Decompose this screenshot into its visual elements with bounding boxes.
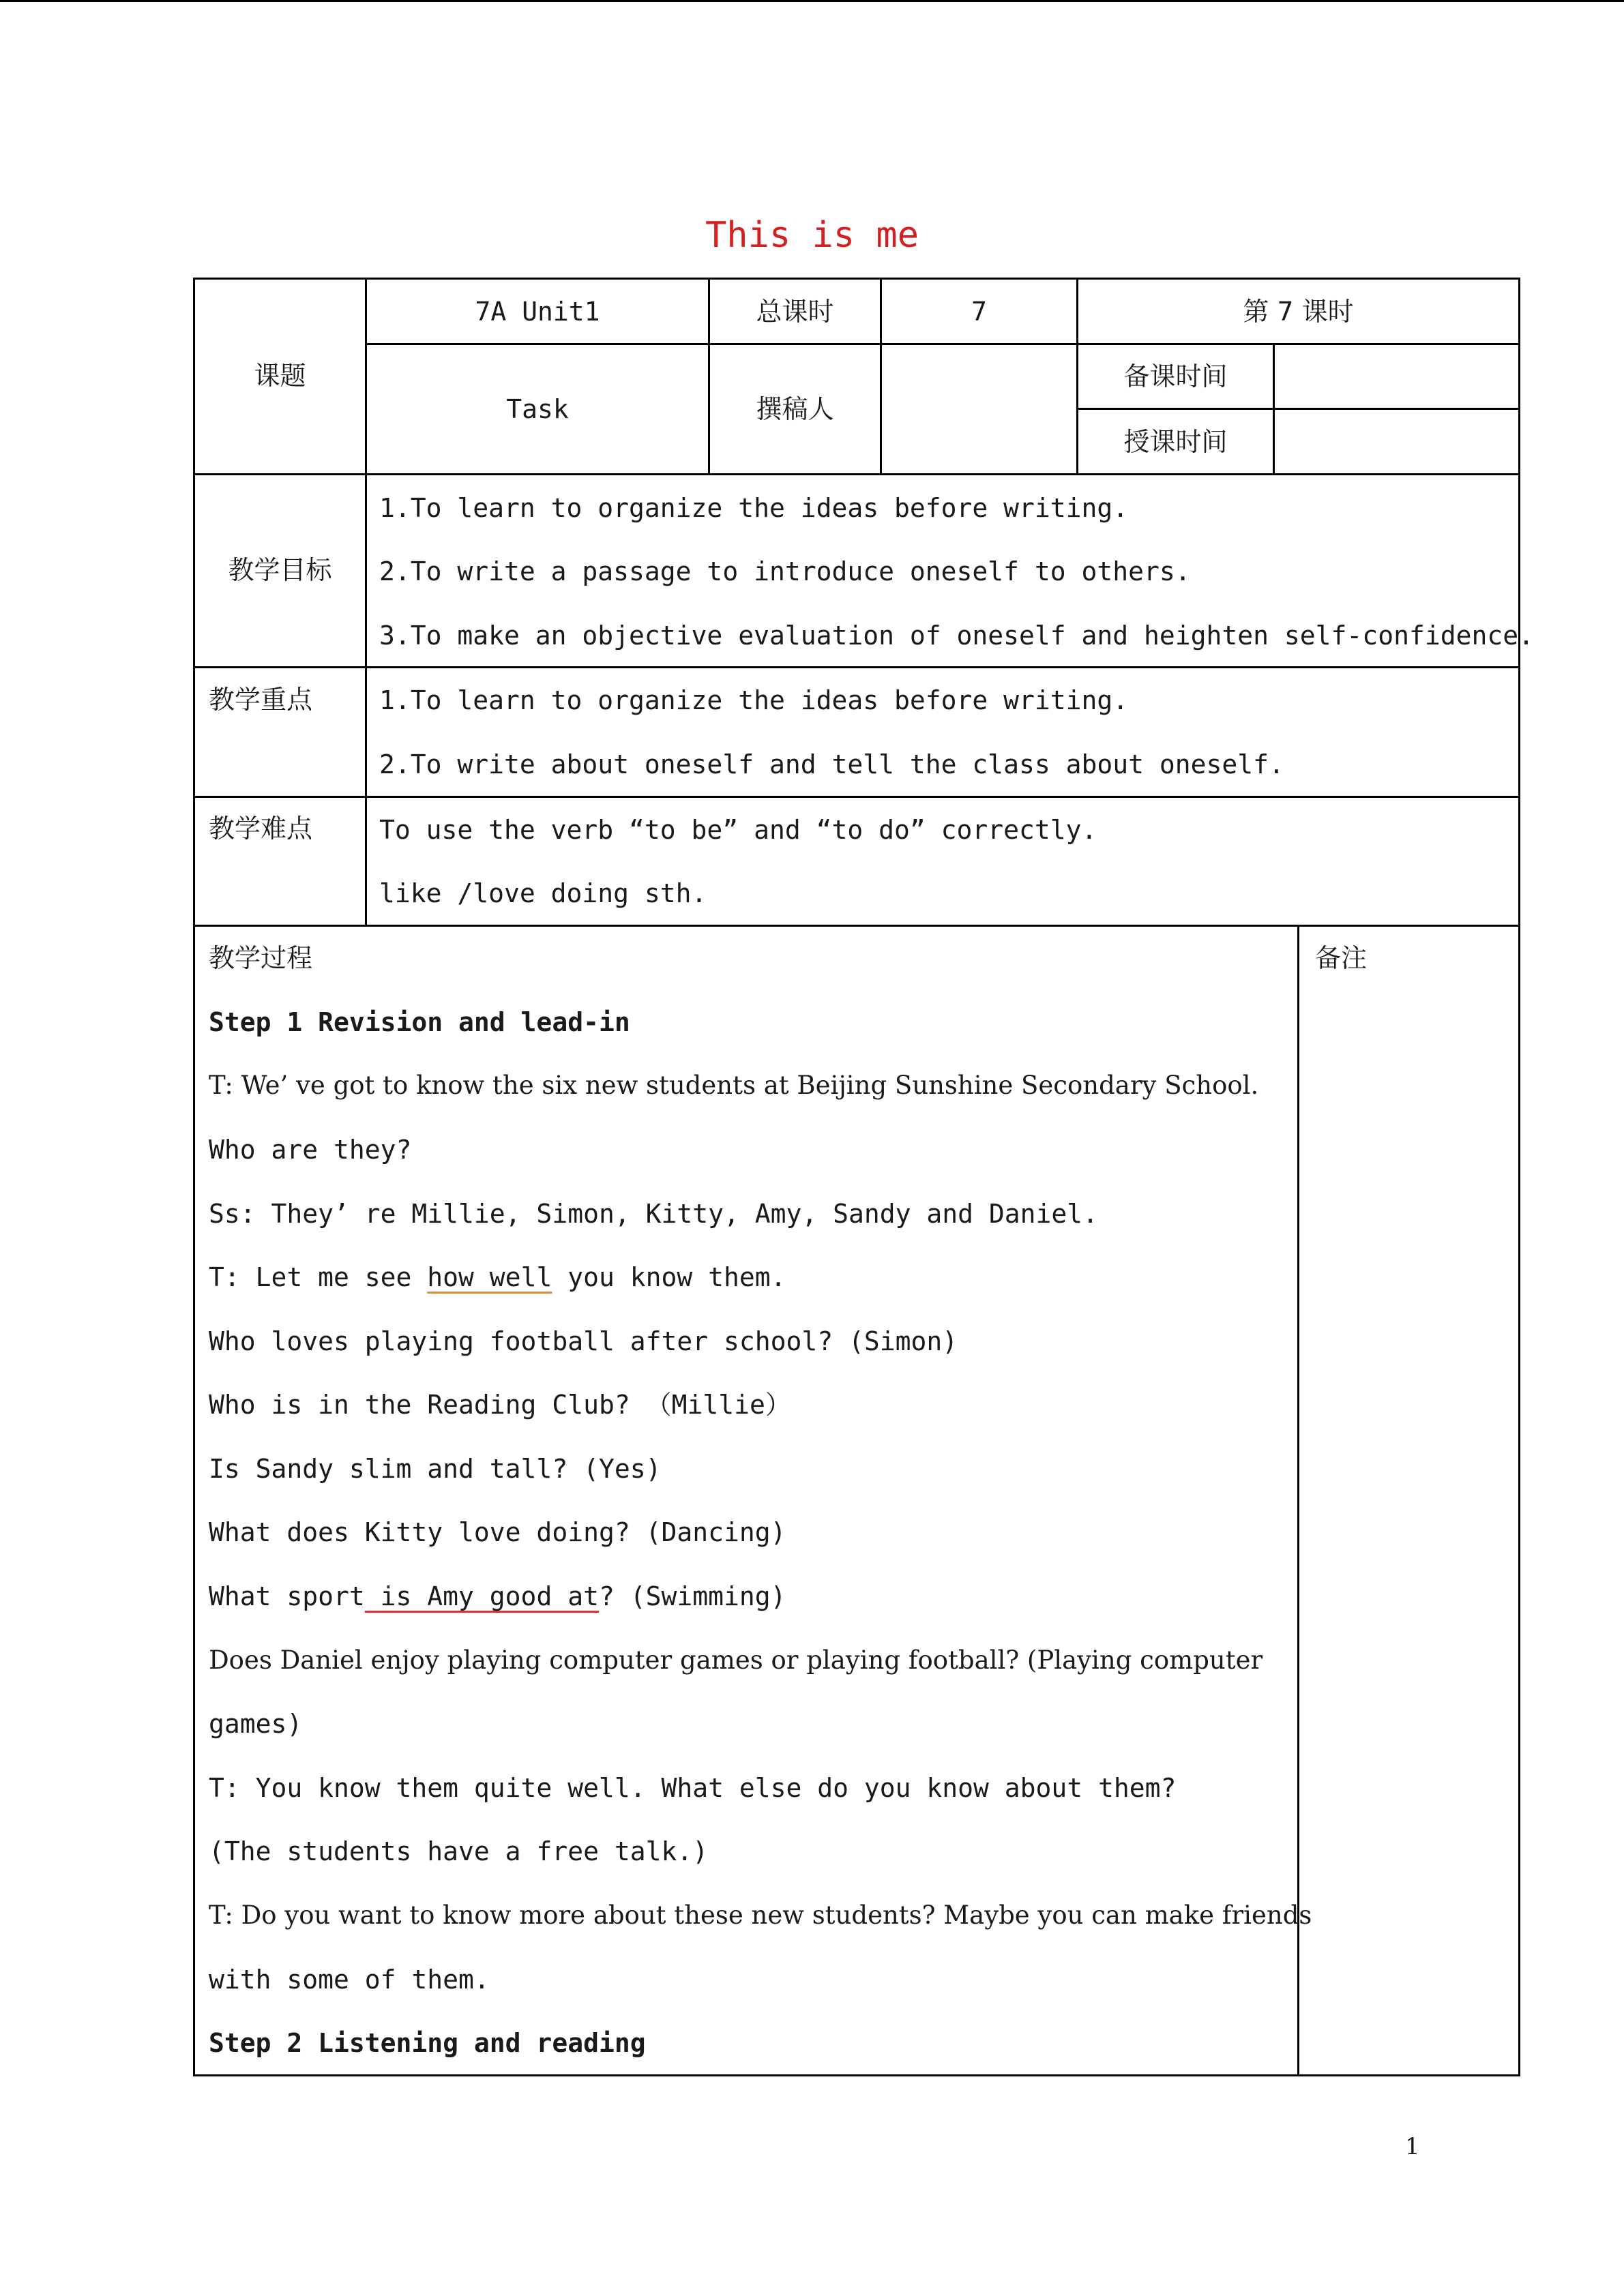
objective-item: 1.To learn to organize the ideas before writing. xyxy=(379,493,1129,523)
process-line: (The students have a free talk.) xyxy=(209,1836,709,1866)
table-line xyxy=(1518,278,1520,2076)
difficulties-label: 教学难点 xyxy=(209,814,313,844)
table-line xyxy=(365,278,367,927)
page-title: This is me xyxy=(705,215,919,256)
page-number: 1 xyxy=(1405,2133,1420,2160)
process-line: T: You know them quite well. What else do you know about them? xyxy=(209,1773,1177,1803)
table-line xyxy=(193,2074,1520,2076)
process-line: T: We’ ve got to know the six new students at Beijing Sunshine Secondary School. xyxy=(209,1071,1259,1100)
difficulty-item: To use the verb “to be” and “to do” correctly. xyxy=(379,815,1097,845)
underlined-phrase: is Amy good at xyxy=(364,1581,599,1611)
process-line: Is Sandy slim and tall? (Yes) xyxy=(209,1454,662,1484)
process-line: Who loves playing football after school? (Simon) xyxy=(209,1326,958,1356)
process-line: Ss: They’ re Millie, Simon, Kitty, Amy, Sandy and Daniel. xyxy=(209,1199,1099,1229)
process-line: T: Do you want to know more about these new students? Maybe you can make friends xyxy=(209,1900,1312,1930)
table-line xyxy=(193,666,1520,668)
total-hours-label: 总课时 xyxy=(756,297,834,327)
process-line: Does Daniel enjoy playing computer games or playing football? (Playing computer xyxy=(209,1645,1263,1675)
notes-label: 备注 xyxy=(1315,943,1368,973)
step-heading: Step 2 Listening and reading xyxy=(209,2028,646,2058)
objective-item: 2.To write a passage to introduce oneself to others. xyxy=(379,556,1191,586)
process-line: Who is in the Reading Club? （Millie） xyxy=(209,1390,791,1420)
step-heading: Step 1 Revision and lead-in xyxy=(209,1007,630,1037)
process-line: What does Kitty love doing? (Dancing) xyxy=(209,1517,786,1547)
underlined-phrase: how well xyxy=(427,1262,552,1292)
table-line xyxy=(193,473,1520,475)
total-hours-value: 7 xyxy=(971,297,987,327)
objective-item: 3.To make an objective evaluation of oneself and heighten self-confidence. xyxy=(379,621,1534,651)
table-line xyxy=(1076,408,1520,410)
key-points-label: 教学重点 xyxy=(209,685,313,715)
lesson-cell: Task xyxy=(506,394,569,424)
objectives-label: 教学目标 xyxy=(228,555,332,585)
topic-label: 课题 xyxy=(254,361,306,391)
difficulty-item: like /love doing sth. xyxy=(379,878,707,908)
prep-time-label: 备课时间 xyxy=(1123,361,1228,391)
key-point-item: 1.To learn to organize the ideas before writing. xyxy=(379,685,1129,715)
unit-cell: 7A Unit1 xyxy=(475,297,600,327)
table-line xyxy=(1273,343,1275,475)
top-border-line xyxy=(0,0,1624,2)
teach-time-label: 授课时间 xyxy=(1123,427,1228,457)
process-label: 教学过程 xyxy=(209,943,313,973)
table-line xyxy=(193,278,195,2076)
process-line: games) xyxy=(209,1709,303,1739)
table-line xyxy=(365,343,1520,345)
process-line: What sport is Amy good at? (Swimming) xyxy=(209,1581,786,1611)
process-line: Who are they? xyxy=(209,1135,412,1165)
author-label: 撰稿人 xyxy=(756,394,834,424)
table-line xyxy=(193,278,1520,280)
table-line xyxy=(193,925,1520,927)
period-cell: 第 7 课时 xyxy=(1243,297,1354,327)
process-line: T: Let me see how well you know them. xyxy=(209,1262,786,1292)
key-point-item: 2.To write about oneself and tell the class about oneself. xyxy=(379,749,1284,779)
table-line xyxy=(193,796,1520,798)
process-line: with some of them. xyxy=(209,1965,490,1995)
